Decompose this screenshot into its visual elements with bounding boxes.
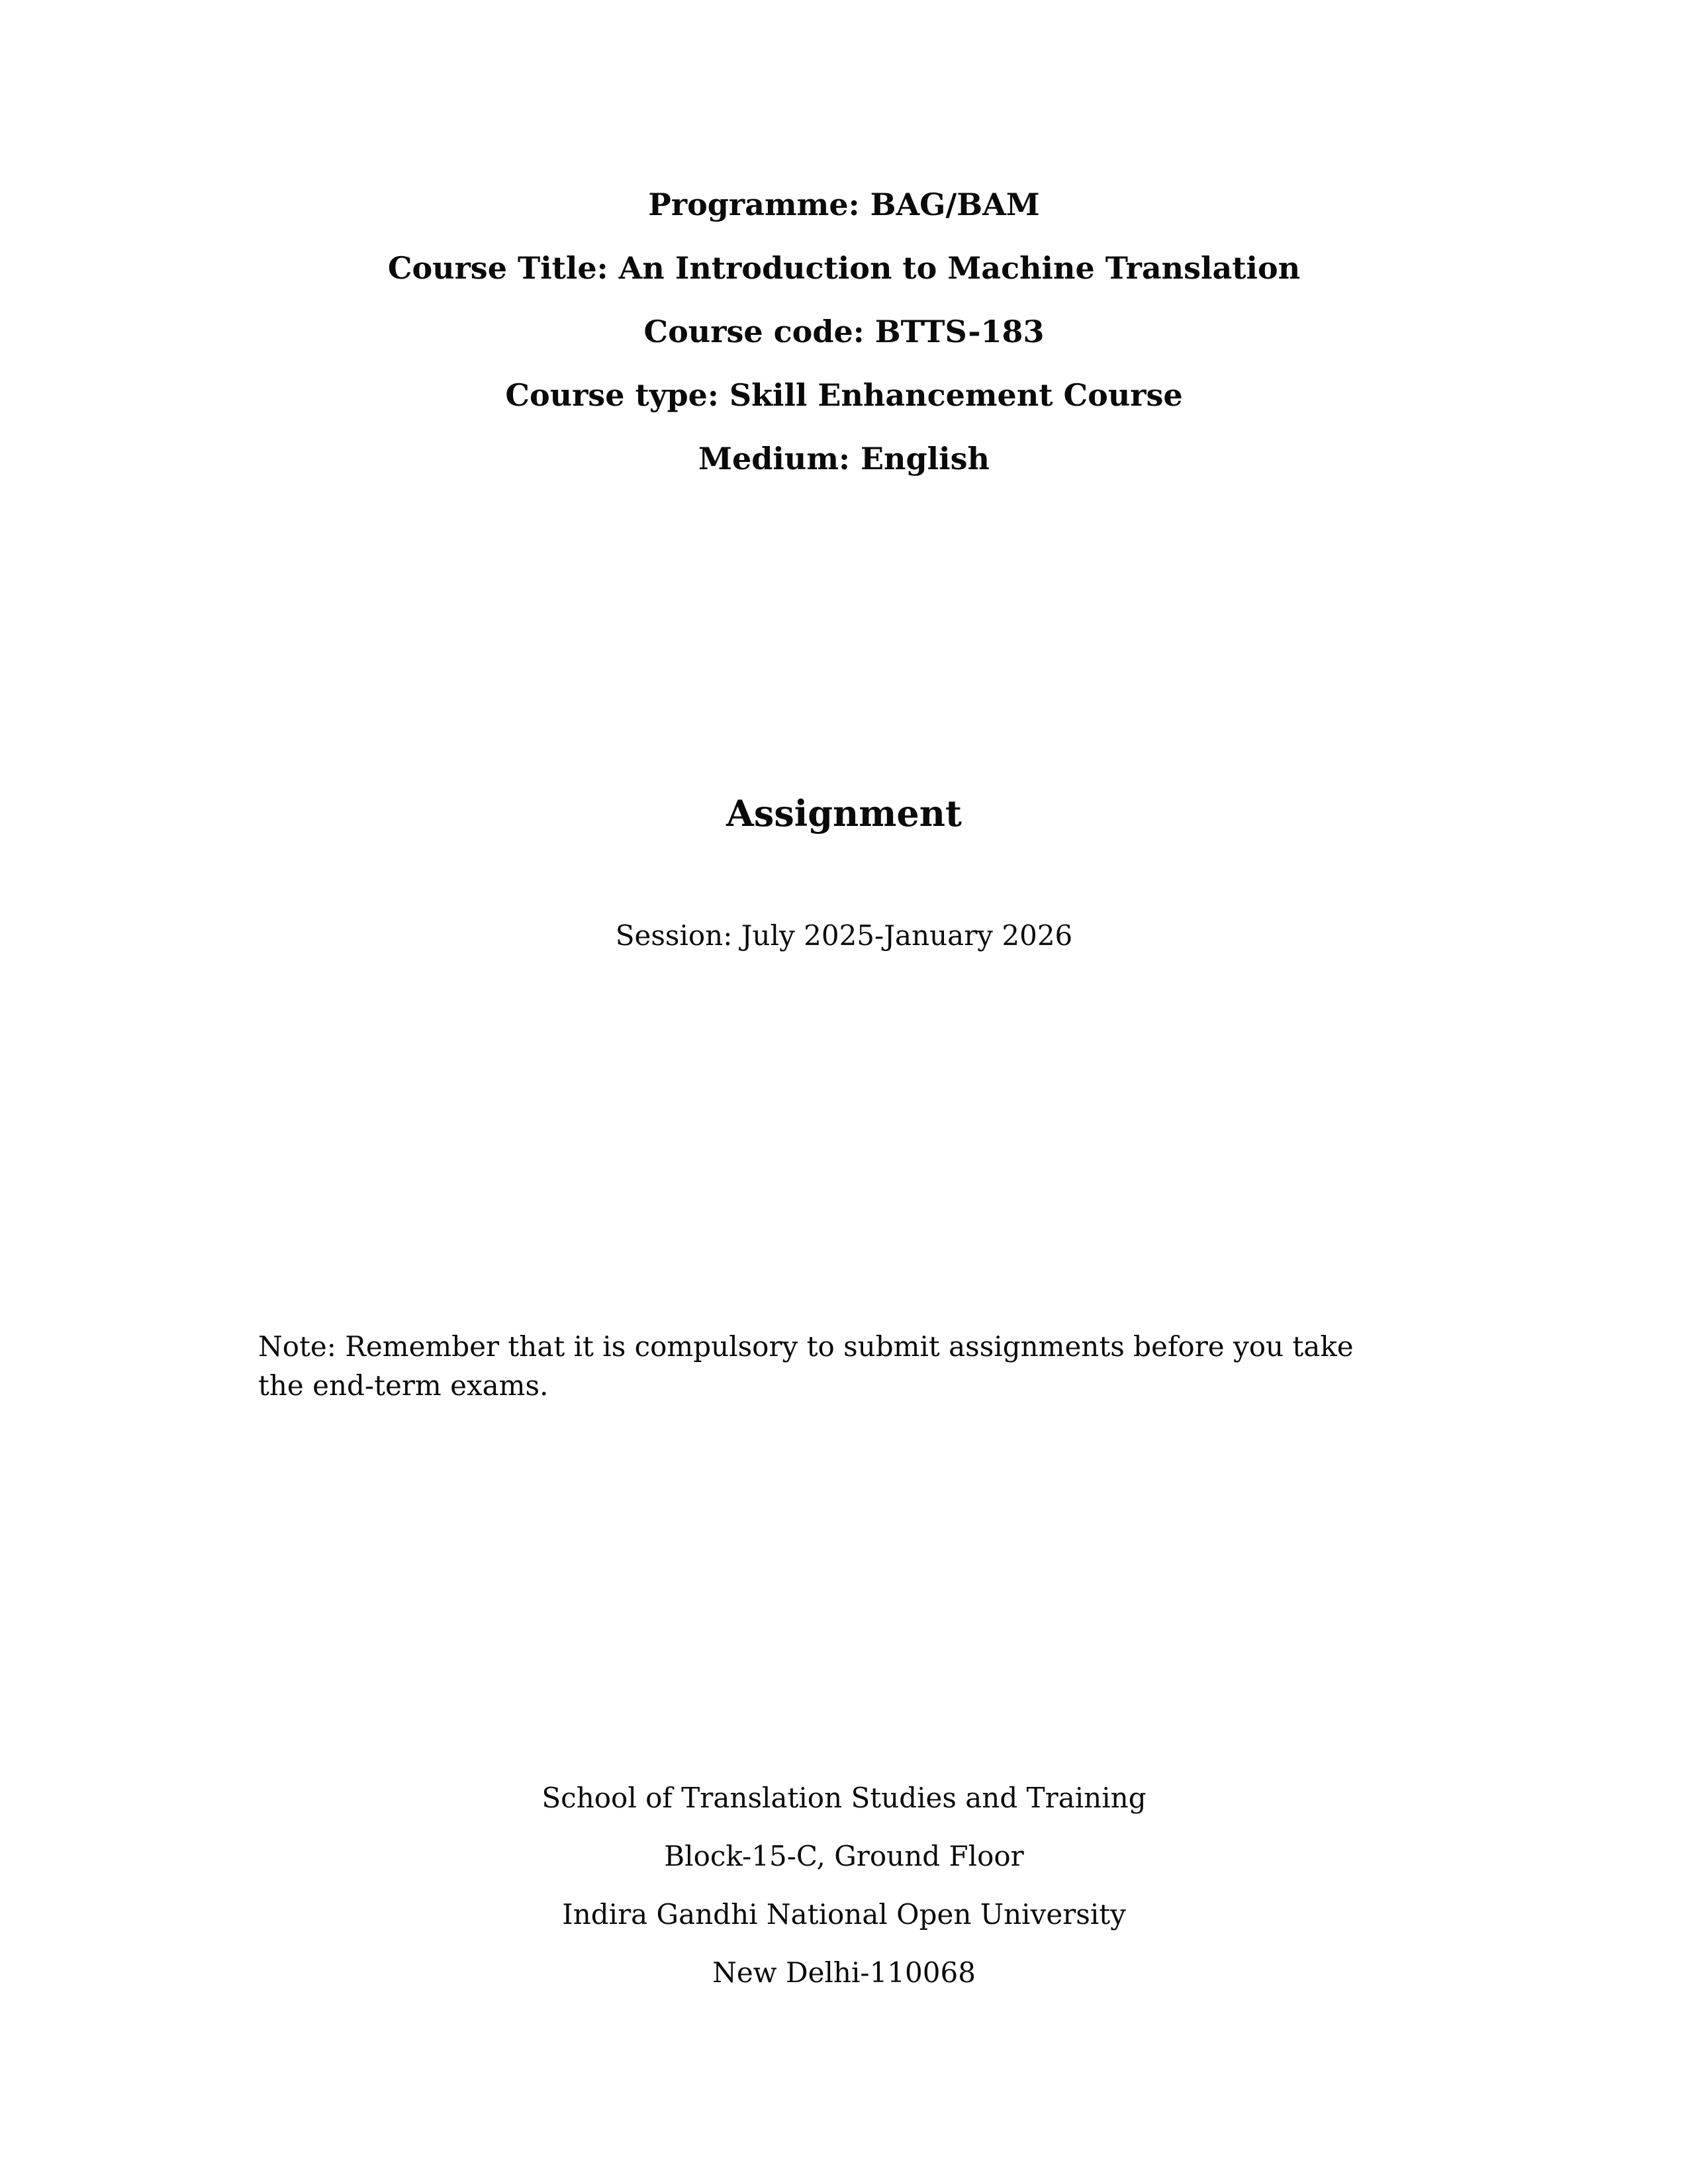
school-line: School of Translation Studies and Training [541,1782,1147,1814]
course-type-line: Course type: Skill Enhancement Course [505,377,1183,413]
session-line: Session: July 2025-January 2026 [615,919,1073,952]
medium-line: Medium: English [698,441,990,477]
address-line: Block-15-C, Ground Floor [664,1840,1024,1872]
course-header-block [0,173,1688,490]
programme-line: Programme: BAG/BAM [648,187,1040,222]
address-footer-block [0,1769,1688,2002]
course-code-line: Course code: BTTS-183 [643,314,1045,349]
note-paragraph: Note: Remember that it is compulsory to submit assignments before you take the end-term exams. [258,1330,1354,1402]
assignment-title: Assignment [726,792,962,835]
course-title-line: Course Title: An Introduction to Machine Translation [387,250,1301,286]
university-line: Indira Gandhi National Open University [562,1898,1126,1931]
city-pincode-line: New Delhi-110068 [712,1956,976,1989]
